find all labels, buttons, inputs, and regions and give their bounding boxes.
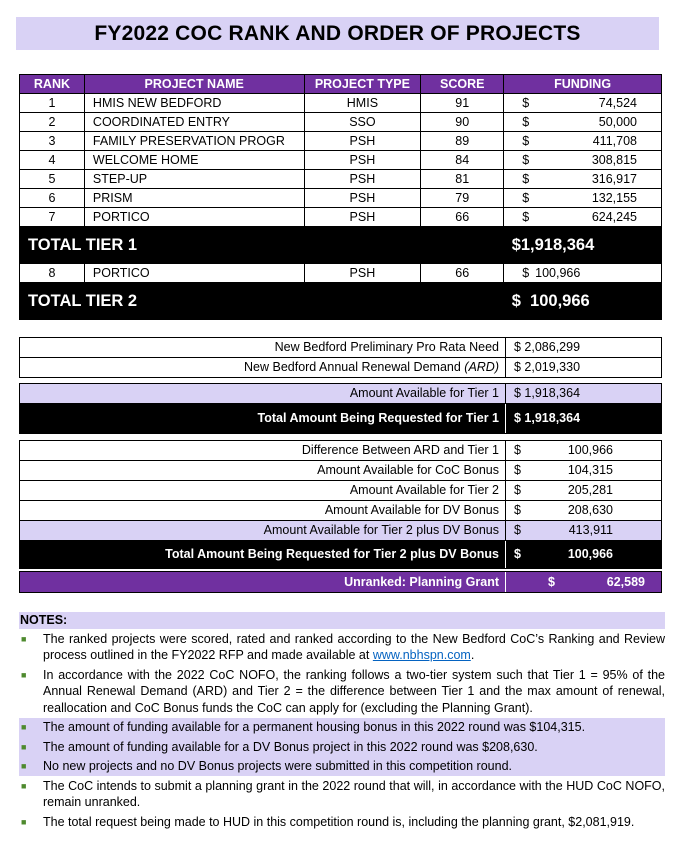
project-name-cell: HMIS NEW BEDFORD [84, 94, 304, 113]
bonus-value: $ 100,966 [514, 443, 613, 457]
currency-symbol: $ [522, 172, 530, 186]
project-type-cell: PSH [304, 264, 421, 283]
bullet-icon: ■ [21, 780, 27, 791]
note-text: The ranked projects were scored, rated and ranked according to the New Bedford CoC’s Ranking and Review process outlined in the FY2022 RFP and made available at www.nbhspn.com. [43, 631, 665, 662]
bonus-label: Amount Available for Tier 2 plus DV Bonus [20, 521, 506, 540]
project-type-cell: HMIS [304, 94, 421, 113]
funding-cell [504, 264, 662, 283]
funding-header: FUNDING [504, 75, 662, 94]
funding-cell [504, 189, 662, 208]
project-type-cell: PSH [304, 170, 421, 189]
rank-cell: 4 [20, 151, 85, 170]
bonus-row [19, 461, 662, 481]
website-link[interactable]: www.nbhspn.com [372, 648, 471, 662]
bullet-icon: ■ [21, 816, 27, 827]
currency-symbol: $ [522, 153, 530, 167]
amount-available-tier-1-value: $ 1,918,364 [514, 386, 581, 400]
bonus-row [19, 481, 662, 501]
pro-rata-need-label: New Bedford Preliminary Pro Rata Need [20, 338, 506, 357]
planning-grant-label: Unranked: Planning Grant [20, 572, 506, 592]
note-text: The amount of funding available for a permanent housing bonus in this 2022 round was $104,315. [43, 720, 586, 734]
table-row [20, 189, 662, 208]
note-item [19, 737, 665, 757]
project-name-cell: STEP-UP [84, 170, 304, 189]
rank-cell: 8 [20, 264, 85, 283]
total-tier-2-label: TOTAL TIER 2 [28, 292, 138, 310]
total-tier-1-value: $1,918,364 [511, 236, 595, 254]
bonus-label: Total Amount Being Requested for Tier 2 plus DV Bonus [20, 541, 506, 568]
score-cell: 84 [421, 151, 504, 170]
currency-symbol: $ [522, 210, 530, 224]
planning-grant [19, 571, 662, 593]
amount-available-tier-1-label: Amount Available for Tier 1 [20, 384, 506, 403]
rank-cell: 6 [20, 189, 85, 208]
need-summary [19, 337, 662, 378]
note-item [19, 629, 665, 665]
funding-cell [504, 132, 662, 151]
currency-symbol: $ [522, 115, 530, 129]
page-title: FY2022 COC RANK AND ORDER OF PROJECTS [16, 17, 659, 50]
project-name-header: PROJECT NAME [84, 75, 304, 94]
bonus-label: Amount Available for Tier 2 [20, 481, 506, 500]
project-name-cell: FAMILY PRESERVATION PROGR [84, 132, 304, 151]
table-header [20, 75, 662, 94]
note-text: The CoC intends to submit a planning grant in the 2022 round that will, in accordance with the HUD CoC NOFO, remain unranked. [43, 778, 665, 809]
table-row [20, 151, 662, 170]
project-type-cell: SSO [304, 113, 421, 132]
rank-header: RANK [20, 75, 85, 94]
total-tier-1-row [20, 227, 662, 264]
funding-cell [504, 94, 662, 113]
requested-tier-1-value: $ 1,918,364 [514, 411, 581, 425]
note-item [19, 665, 665, 718]
planning-grant-row [19, 571, 662, 593]
total-tier-2-value [504, 283, 662, 320]
amount: 411,708 [592, 134, 637, 148]
amount: 100,966 [530, 292, 590, 310]
amount: 308,815 [591, 153, 637, 167]
bonus-label: Amount Available for CoC Bonus [20, 461, 506, 480]
score-cell: 90 [421, 113, 504, 132]
pro-rata-need-row [19, 337, 662, 358]
currency-symbol: $ [522, 134, 530, 148]
total-tier-2-row [20, 283, 662, 320]
table-row [20, 208, 662, 227]
project-type-cell: PSH [304, 151, 421, 170]
bonus-row [19, 440, 662, 461]
bonus-label: Difference Between ARD and Tier 1 [20, 441, 506, 460]
bonus-row [19, 501, 662, 521]
project-name-cell: PORTICO [84, 264, 304, 283]
currency-symbol: $ [522, 96, 530, 110]
project-type-header: PROJECT TYPE [304, 75, 421, 94]
currency-symbol: $ [511, 292, 521, 310]
amount: 100,966 [535, 266, 581, 280]
score-cell: 79 [421, 189, 504, 208]
project-name-cell: PRISM [84, 189, 304, 208]
amount: 316,917 [591, 172, 637, 186]
bonus-summary [19, 440, 662, 569]
score-cell: 66 [421, 264, 504, 283]
score-cell: 66 [421, 208, 504, 227]
ranking-table [19, 74, 662, 320]
bonus-value: $ 413,911 [514, 523, 613, 537]
bullet-icon: ■ [21, 761, 27, 771]
bullet-icon: ■ [21, 633, 27, 644]
note-text: The amount of funding available for a DV Bonus project in this 2022 round was $208,630. [43, 739, 538, 754]
note-item [19, 812, 665, 832]
funding-cell [504, 208, 662, 227]
funding-cell [504, 113, 662, 132]
amount-available-tier-1-row [19, 383, 662, 404]
note-item [19, 776, 665, 812]
table-row [20, 132, 662, 151]
amount: 74,524 [598, 96, 637, 110]
ard-value: $ 2,019,330 [514, 360, 581, 374]
bonus-value: $ 208,630 [514, 503, 613, 517]
project-name-cell: WELCOME HOME [84, 151, 304, 170]
note-text: No new projects and no DV Bonus projects were submitted in this competition round. [43, 759, 512, 773]
bonus-value: $ 104,315 [514, 463, 613, 477]
score-header: SCORE [421, 75, 504, 94]
note-item [19, 757, 665, 777]
requested-tier-1-label: Total Amount Being Requested for Tier 1 [20, 404, 506, 433]
notes-section [19, 612, 665, 832]
planning-grant-value: $ 62,589 [548, 575, 645, 589]
rank-cell: 5 [20, 170, 85, 189]
amount: 132,155 [591, 191, 637, 205]
pro-rata-need-value: $ 2,086,299 [514, 340, 581, 354]
total-tier-1-label: TOTAL TIER 1 [28, 236, 138, 254]
bonus-row [19, 541, 662, 569]
bullet-icon: ■ [21, 669, 27, 680]
funding-cell [504, 170, 662, 189]
table-row [20, 94, 662, 113]
funding-cell [504, 151, 662, 170]
score-cell: 89 [421, 132, 504, 151]
rank-cell: 2 [20, 113, 85, 132]
table-row [20, 113, 662, 132]
project-type-cell: PSH [304, 208, 421, 227]
rank-cell: 7 [20, 208, 85, 227]
bonus-value: $ 100,966 [514, 547, 613, 561]
project-type-cell: PSH [304, 189, 421, 208]
table-row [20, 170, 662, 189]
project-name-cell: PORTICO [84, 208, 304, 227]
tier-1-summary [19, 383, 662, 434]
score-cell: 91 [421, 94, 504, 113]
rank-cell: 3 [20, 132, 85, 151]
amount: 624,245 [591, 210, 637, 224]
ard-label: New Bedford Annual Renewal Demand (ARD) [20, 358, 506, 377]
currency-symbol: $ [522, 266, 530, 280]
amount: 50,000 [598, 115, 637, 129]
bullet-icon: ■ [21, 741, 27, 752]
ard-row [19, 358, 662, 378]
project-type-cell: PSH [304, 132, 421, 151]
note-text: In accordance with the 2022 CoC NOFO, the ranking follows a two-tier system such that Tier 1 = 95% of the Annual Renewal Demand (ARD) and Tier 2 = the difference between Tier 1 and the max amount of renewal, reallocation and CoC Bonus funds the CoC can apply for (excluding the Planning Grant). [43, 667, 665, 715]
score-cell: 81 [421, 170, 504, 189]
bullet-icon: ■ [21, 722, 27, 732]
bonus-label: Amount Available for DV Bonus [20, 501, 506, 520]
note-item [19, 718, 665, 738]
bonus-row [19, 521, 662, 541]
rank-cell: 1 [20, 94, 85, 113]
notes-header: NOTES: [19, 612, 665, 629]
requested-tier-1-row [19, 404, 662, 434]
table-row [20, 264, 662, 283]
currency-symbol: $ [522, 191, 530, 205]
bonus-value: $ 205,281 [514, 483, 613, 497]
note-text: The total request being made to HUD in this competition round is, including the planning grant, $2,081,919. [43, 814, 635, 829]
project-name-cell: COORDINATED ENTRY [84, 113, 304, 132]
